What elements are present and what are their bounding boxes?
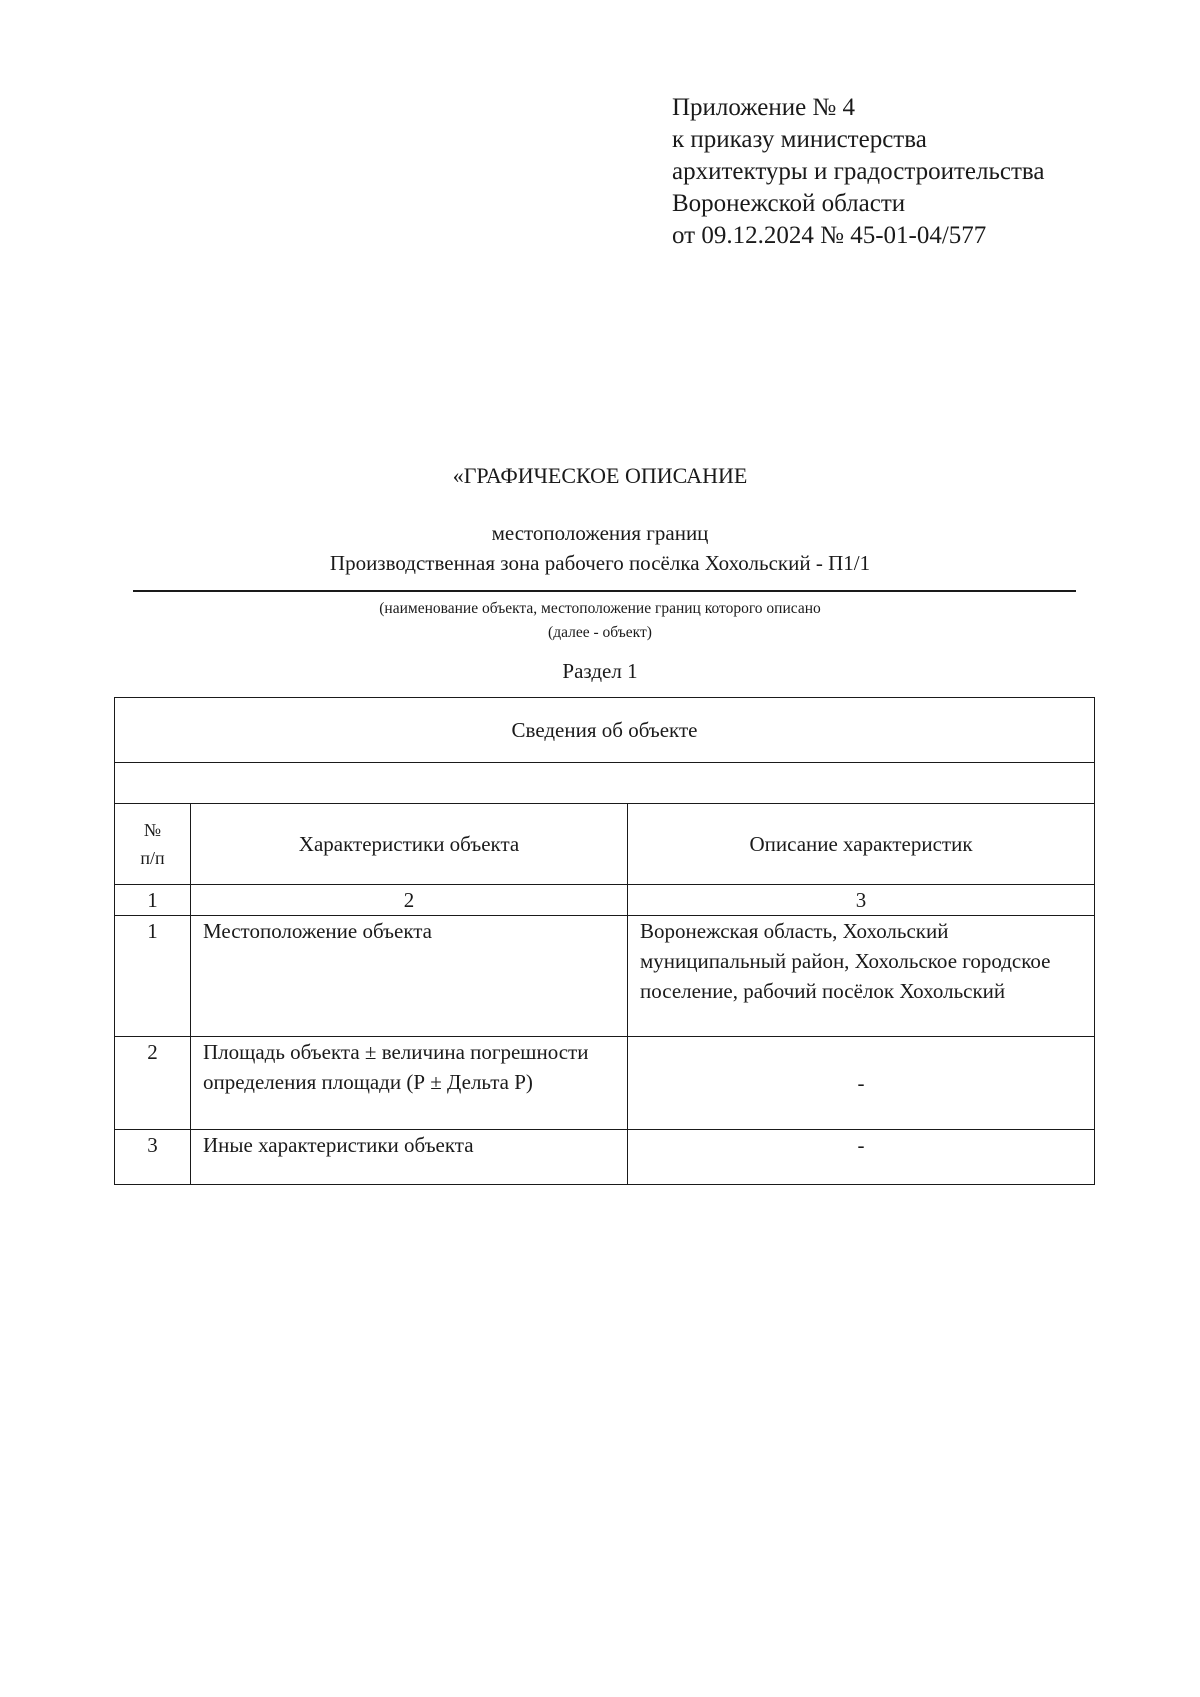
- subtitle-line: местоположения границ: [491, 521, 709, 545]
- header-num: [115, 804, 191, 885]
- row-characteristic: Площадь объекта ± величина погрешности определения площади (Р ± Дельта Р): [191, 1037, 628, 1130]
- rule-caption-line: (далее - объект): [548, 624, 652, 641]
- table-index-row: [115, 885, 1095, 916]
- appendix-line: Воронежской области: [672, 190, 906, 217]
- rule-caption: [0, 597, 1200, 645]
- table-caption-row: [115, 698, 1095, 763]
- table-row: [115, 1130, 1095, 1185]
- table-row: [115, 916, 1095, 1037]
- appendix-line: от 09.12.2024 № 45-01-04/577: [672, 222, 987, 249]
- underline-rule: [133, 590, 1076, 592]
- appendix-block: [672, 92, 1044, 252]
- row-description: -: [628, 1130, 1095, 1185]
- empty-cell: [115, 763, 1095, 804]
- row-characteristic: Местоположение объекта: [191, 916, 628, 1037]
- row-num: 1: [115, 916, 191, 1037]
- index-cell: 1: [115, 885, 191, 916]
- header-num-line: п/п: [140, 848, 165, 868]
- object-info-table: [114, 697, 1095, 1185]
- header-characteristics: Характеристики объекта: [191, 804, 628, 885]
- table-header-row: [115, 804, 1095, 885]
- index-cell: 3: [628, 885, 1095, 916]
- appendix-line: архитектуры и градостроительства: [672, 158, 1045, 185]
- table-caption: Сведения об объекте: [115, 698, 1095, 763]
- table-empty-row: [115, 763, 1095, 804]
- row-description: -: [628, 1037, 1095, 1130]
- row-characteristic: Иные характеристики объекта: [191, 1130, 628, 1185]
- row-description: Воронежская область, Хохольский муниципальный район, Хохольское городское поселение, рабочий посёлок Хохольский: [628, 916, 1095, 1037]
- document-title: «ГРАФИЧЕСКОЕ ОПИСАНИЕ: [452, 463, 748, 488]
- object-name: Производственная зона рабочего посёлка Хохольский - П1/1: [329, 551, 871, 575]
- appendix-line: к приказу министерства: [672, 126, 927, 153]
- row-num: 2: [115, 1037, 191, 1130]
- rule-caption-line: (наименование объекта, местоположение границ которого описано: [379, 600, 821, 617]
- header-description: Описание характеристик: [628, 804, 1095, 885]
- header-num-line: №: [143, 820, 162, 840]
- index-cell: 2: [191, 885, 628, 916]
- appendix-line: Приложение № 4: [672, 94, 856, 121]
- document-subtitle: [0, 518, 1200, 578]
- row-num: 3: [115, 1130, 191, 1185]
- table-row: [115, 1037, 1095, 1130]
- section-label: Раздел 1: [562, 659, 638, 683]
